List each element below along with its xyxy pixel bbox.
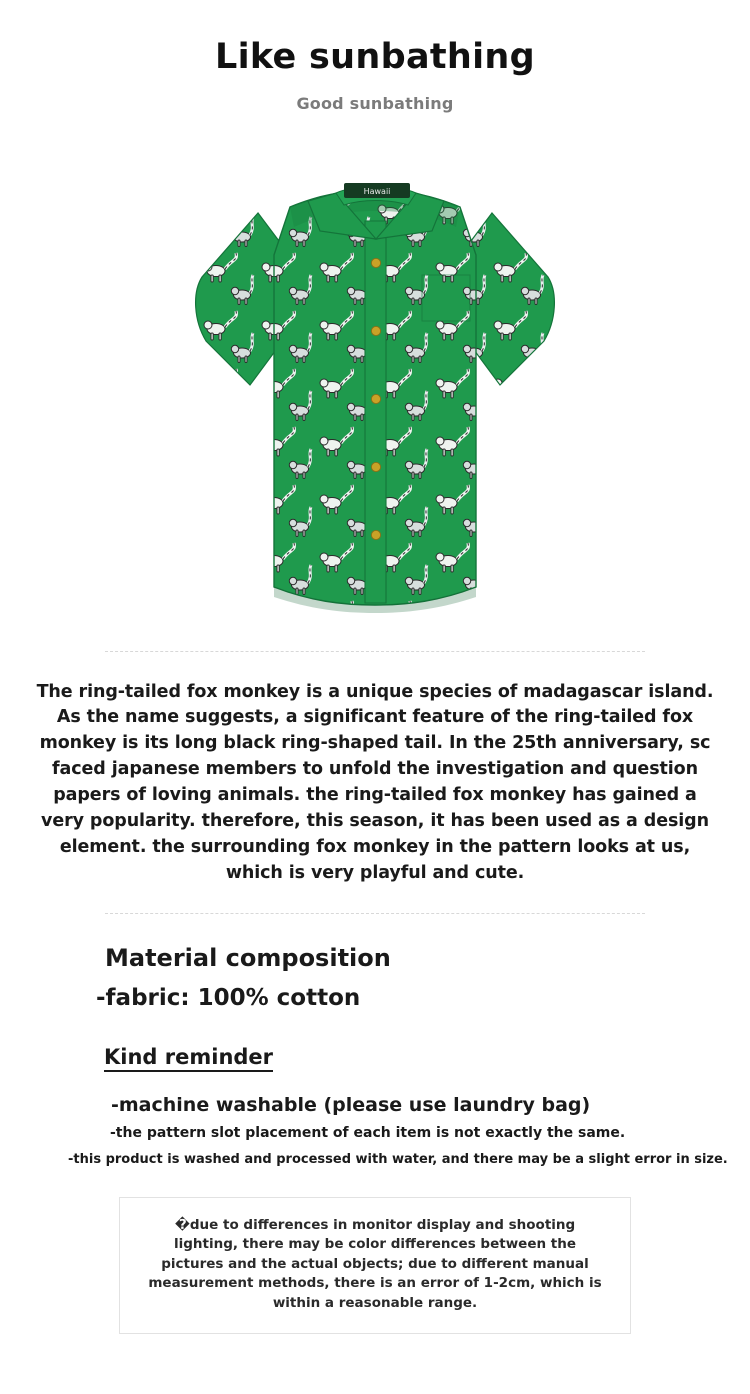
material-heading: Material composition bbox=[105, 943, 391, 972]
svg-text:Hawaii: Hawaii bbox=[363, 186, 391, 196]
reminder-item-size: -this product is washed and processed with water, and there may be a slight error in size. bbox=[68, 1151, 728, 1167]
disclaimer-note: �due to differences in monitor display and shooting lighting, there may be color differences between the pictures and the actual objects; due to different manual measurement methods, there is an error of 1-2cm, which is within a reasonable range. bbox=[119, 1197, 631, 1335]
divider-mid bbox=[105, 913, 645, 914]
page-header bbox=[0, 0, 750, 113]
product-description: The ring-tailed fox monkey is a unique species of madagascar island. As the name suggests, a significant feature of the ring-tailed fox monkey is its long black ring-shaped tail. In the 25th anniversary, sc faced japanese members to unfold the investigation and question papers of loving animals. the ring-tailed fox monkey has gained a very popularity. therefore, this season, it has been used as a design element. the surrounding fox monkey in the pattern looks at us, which is very playful and cute. bbox=[36, 681, 714, 883]
material-section bbox=[0, 944, 750, 1011]
reminder-heading: Kind reminder bbox=[104, 1045, 273, 1072]
material-fabric: -fabric: 100% cotton bbox=[96, 984, 361, 1011]
page-title: Like sunbathing bbox=[214, 37, 535, 77]
page-subtitle: Good sunbathing bbox=[296, 93, 454, 113]
shirt-graphic bbox=[140, 135, 610, 615]
reminder-item-pattern: -the pattern slot placement of each item is not exactly the same. bbox=[110, 1124, 626, 1141]
shirt-illustration bbox=[140, 135, 610, 615]
divider-top bbox=[105, 651, 645, 652]
reminder-section bbox=[0, 1045, 750, 1167]
reminder-item-washable: -machine washable (please use laundry bag) bbox=[111, 1093, 591, 1116]
product-image bbox=[0, 135, 750, 625]
